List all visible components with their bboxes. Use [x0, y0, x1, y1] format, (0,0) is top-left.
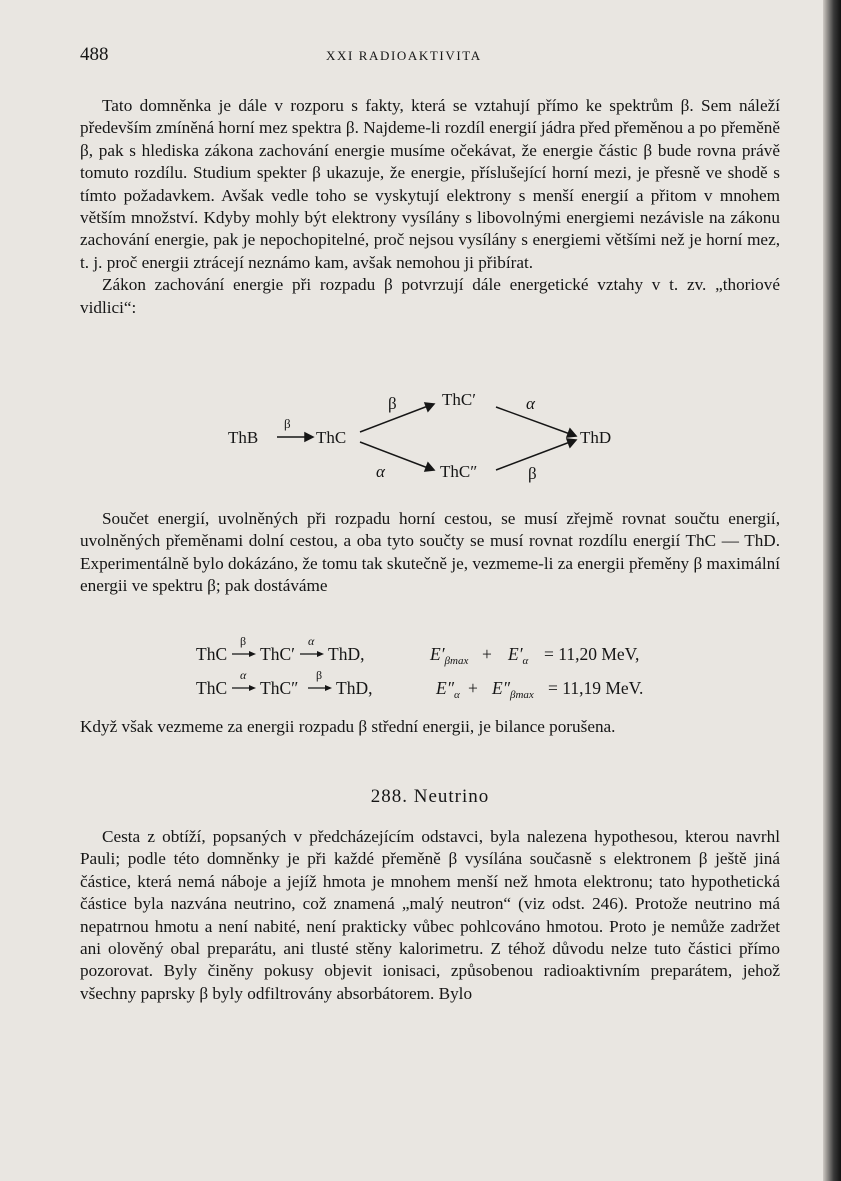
text-block-middle: [80, 508, 780, 598]
eq1-arrow-1: [232, 634, 256, 660]
eq2-term-2-subscript: βmax: [509, 689, 534, 701]
eq1-arrow-2-label: α: [308, 634, 315, 648]
eq1-thd: ThD,: [328, 644, 365, 664]
paragraph-2: Zákon zachování energie při rozpadu β potvrzují dále energetické vztahy v t. zv. „thoriové vidlici“:: [80, 275, 780, 317]
eq2-thd: ThD,: [336, 678, 373, 698]
eq2-thc-double-prime: ThC″: [260, 678, 299, 698]
arrow-head-thc-thc1: [425, 403, 434, 411]
paragraph-4: Když však vezmeme za energii rozpadu β střední energii, je bilance porušena.: [80, 717, 616, 736]
text-block-top: [80, 95, 780, 319]
eq2-result: = 11,19 MeV.: [548, 678, 644, 698]
arrow-thc-thc2: [360, 442, 428, 468]
fork-thc-double-prime: ThC″: [440, 462, 478, 481]
eq1-term-1: [430, 644, 468, 667]
eq2-term-1-symbol: E″: [436, 678, 454, 698]
eq2-term-1-subscript: α: [453, 689, 460, 701]
fork-thc: ThC: [316, 428, 347, 447]
paragraph-3: Součet energií, uvolněných při rozpadu horní cestou, se musí zřejmě rovnat součtu energií, uvolněných přeměnami dolní cestou, a oba tyto součty se musí rovnat rozdílu energií ThC — ThD. Experimentálně bylo dokázáno, že tomu tak skutečně je, vezmeme-li za energii přeměny β maximální energii ve spektru β; pak dostáváme: [80, 509, 780, 596]
eq1-thc: ThC: [196, 644, 228, 664]
fork-beta-label-3: β: [528, 464, 537, 483]
paragraph-5: Cesta z obtíží, popsaných v předcházejícím odstavci, byla nalezena hypothesou, kterou navrhl Pauli; podle této domněnky je při každé přeměně β vysílána současně s elektronem β ještě jiná částice, která nemá náboje a jejíž hmota je mnohem menší než hmota elektronu; tato hypothetická částice byla nazvána neutrino, což znamená „malý neutron“ (viz odst. 246). Protože neutrino má nepatrnou hmotu a není nabité, není prakticky vůbec pohlcováno hmotou. Proto je nemůže zadržet ani olověný obal preparátu, ani tlusté stěny kalorimetru. Z téhož důvodu nelze tuto částici přímo pozorovat. Byly činěny pokusy objevit ionisaci, způsobenou radioaktivním preparátem, jehož všechny paprsky β byly odfiltrovány absorbátorem. Bylo: [80, 827, 780, 1003]
thorium-fork-diagram: [228, 390, 628, 490]
arrow-head-thb-thc: [305, 433, 313, 441]
text-block-bilance: [80, 716, 780, 738]
energy-equations: [196, 634, 696, 708]
paragraph-1: Tato domněnka je dále v rozporu s fakty, která se vztahují přímo ke spektrům β. Sem náleží především zmíněná horní mez spektra β. Najdeme-li rozdíl energií jádra před přeměnou a po přeměně β, pak s hlediska zákona zachování energie musíme očekávat, že energie částic β bude rovna právě tomuto rozdílu. Studium spekter β ukazuje, že energie, příslušející horní mezi, je přesně ve shodě s tímto požadavkem. Avšak vedle toho se vyskytují elektrony s menší energií a přitom v mnohem větším množství. Kdyby mohly být elektrony vysílány s libovolnými energiemi nezávisle na zákonu zachování energie, pak je nepochopitelné, proč nejsou vysílány s energiemi většími než je horní mez, t. j. proč energii ztrácejí neznámo kam, avšak nemohou ji přibírat.: [80, 96, 780, 272]
eq2-term-2: [492, 678, 534, 701]
text-block-neutrino: [80, 826, 780, 1005]
eq1-arrow-1-label: β: [240, 634, 247, 648]
eq1-term-2: [508, 644, 528, 667]
running-title: XXI RADIOAKTIVITA: [326, 48, 482, 63]
fork-arrows: [228, 390, 628, 490]
fork-beta-label-2: β: [388, 394, 397, 413]
eq2-term-1: [436, 678, 460, 701]
page-header: [80, 44, 760, 70]
fork-thb: ThB: [228, 428, 259, 447]
eq2-term-2-symbol: E″: [492, 678, 510, 698]
eq2-arrow-2: [308, 668, 332, 694]
fork-thd: ThD: [580, 428, 612, 447]
arrow-head-thc1-thd: [567, 429, 576, 437]
fork-alpha-label-2: α: [376, 462, 385, 481]
eq1-term-1-symbol: E′: [430, 644, 445, 664]
eq2-arrow-1-label: α: [240, 668, 247, 682]
arrow-head-thc-thc2: [425, 463, 434, 471]
fork-beta-label-1: β: [284, 416, 291, 431]
page-edge-shadow: [823, 0, 841, 1181]
eq1-thc-prime: ThC′: [260, 644, 295, 664]
fork-alpha-label-1: α: [526, 394, 535, 413]
fork-thc-prime: ThC′: [442, 390, 476, 409]
section-title: 288. Neutrino: [370, 786, 490, 807]
page-number: 488: [80, 44, 109, 65]
eq1-plus: +: [482, 644, 492, 664]
eq2-thc: ThC: [196, 678, 228, 698]
arrow-head-thc2-thd: [567, 439, 576, 447]
eq1-term-2-subscript: α: [522, 655, 529, 667]
eq1-term-1-subscript: βmax: [444, 655, 469, 667]
eq1-term-2-symbol: E′: [508, 644, 523, 664]
eq2-plus: +: [468, 678, 478, 698]
eq2-arrow-1: [232, 668, 256, 694]
eq1-result: = 11,20 MeV,: [544, 644, 640, 664]
eq1-arrow-2: [300, 634, 324, 660]
eq2-arrow-2-label: β: [316, 668, 323, 682]
